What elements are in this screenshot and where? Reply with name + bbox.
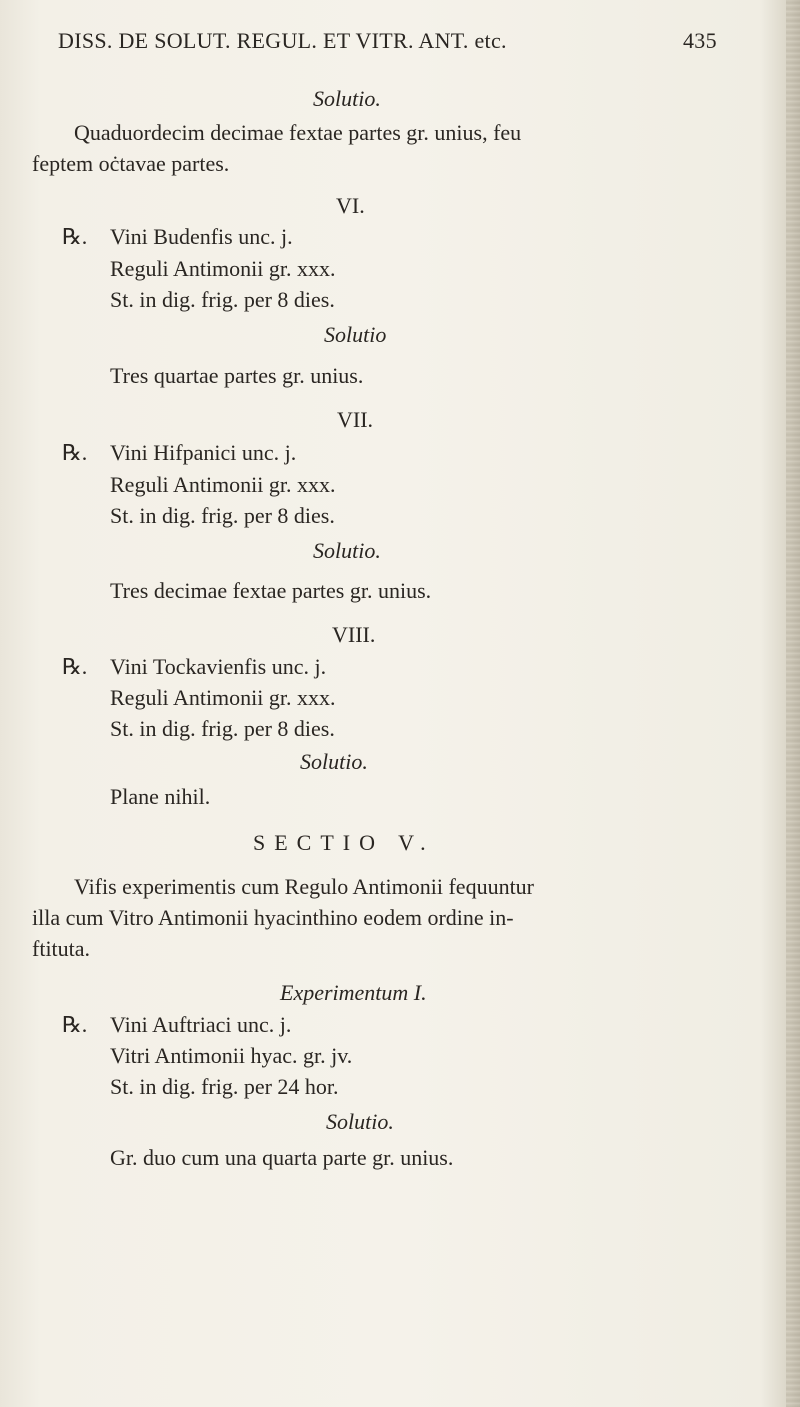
recipe-line: Reguli Antimonii gr. xxx. bbox=[110, 685, 336, 710]
recipe-line: St. in dig. frig. per 8 dies. bbox=[110, 503, 335, 528]
recipe-line: St. in dig. frig. per 8 dies. bbox=[110, 716, 335, 741]
recipe-line: Vini Hifpanici unc. j. bbox=[110, 440, 297, 465]
text-line: Quaduordecim decimae fextae partes gr. unius, feu bbox=[74, 120, 522, 145]
text-line: Gr. duo cum una quarta parte gr. unius. bbox=[110, 1145, 454, 1170]
page-edge bbox=[786, 0, 800, 1407]
text-line: Vifis experimentis cum Regulo Antimonii fequuntur bbox=[74, 874, 535, 899]
recipe-line: Vitri Antimonii hyac. gr. jv. bbox=[110, 1043, 353, 1068]
solutio-heading-5: Solutio. bbox=[326, 1109, 394, 1134]
solutio-heading-3: Solutio. bbox=[313, 538, 381, 563]
page-number: 435 bbox=[683, 28, 717, 53]
recipe-line: Vini Tockavienfis unc. j. bbox=[110, 654, 327, 679]
recipe-line: St. in dig. frig. per 24 hor. bbox=[110, 1074, 339, 1099]
text-line: Tres decimae fextae partes gr. unius. bbox=[110, 578, 432, 603]
text-line: Tres quartae partes gr. unius. bbox=[110, 363, 364, 388]
text-line: Plane nihil. bbox=[110, 784, 211, 809]
recipe-line: Vini Auftriaci unc. j. bbox=[110, 1012, 292, 1037]
recipe-line: St. in dig. frig. per 8 dies. bbox=[110, 287, 335, 312]
section-numeral-vi: VI. bbox=[336, 193, 365, 218]
recipe-symbol: ℞. bbox=[62, 1012, 88, 1037]
solutio-heading-2: Solutio bbox=[324, 322, 387, 347]
text-line: feptem oċtavae partes. bbox=[32, 151, 230, 176]
section-numeral-vii: VII. bbox=[337, 407, 374, 432]
recipe-line: Reguli Antimonii gr. xxx. bbox=[110, 256, 336, 281]
experiment-heading: Experimentum I. bbox=[280, 980, 427, 1005]
recipe-line: Reguli Antimonii gr. xxx. bbox=[110, 472, 336, 497]
recipe-symbol: ℞. bbox=[62, 654, 88, 679]
recipe-line: Vini Budenfis unc. j. bbox=[110, 224, 293, 249]
text-line: illa cum Vitro Antimonii hyacinthino eodem ordine in- bbox=[32, 905, 514, 930]
recipe-symbol: ℞. bbox=[62, 224, 88, 249]
solutio-heading-1: Solutio. bbox=[313, 86, 381, 111]
recipe-symbol: ℞. bbox=[62, 440, 88, 465]
solutio-heading-4: Solutio. bbox=[300, 749, 368, 774]
text-line: ftituta. bbox=[32, 936, 91, 961]
section-numeral-viii: VIII. bbox=[332, 622, 376, 647]
running-header: DISS. DE SOLUT. REGUL. ET VITR. ANT. etc. bbox=[58, 28, 507, 53]
section-heading: SECTIO V. bbox=[253, 830, 435, 855]
